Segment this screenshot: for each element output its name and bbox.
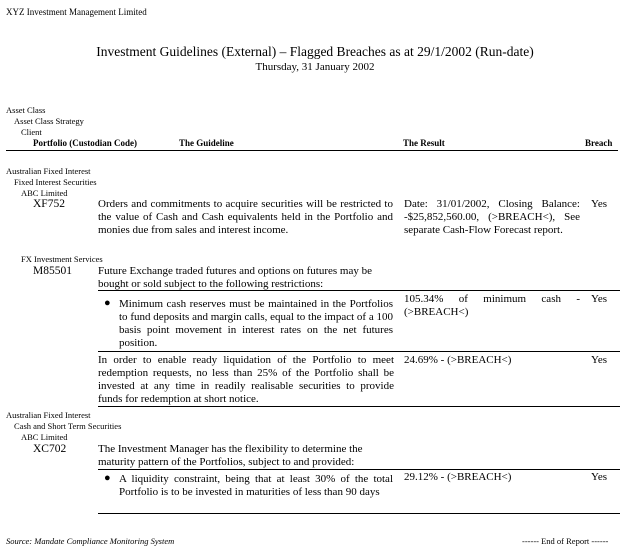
row-divider — [98, 290, 620, 291]
header-asset-class-strategy: Asset Class Strategy — [14, 116, 84, 126]
section2-breach2: Yes — [591, 354, 608, 366]
header-asset-class: Asset Class — [6, 105, 46, 115]
section2-result2: 24.69% - (>BREACH<) — [404, 354, 512, 366]
section1-result: Date: 31/01/2002, Closing Balance: -$25,852,560.00, (>BREACH<), See separate Cash-Flow Forecast report. — [404, 198, 580, 236]
header-client: Client — [21, 127, 42, 137]
section1-strategy: Fixed Interest Securities — [14, 177, 97, 187]
header-breach: Breach — [585, 138, 613, 148]
section3-portfolio-code: XC702 — [33, 443, 67, 455]
report-date: Thursday, 31 January 2002 — [255, 61, 375, 73]
header-rule — [6, 150, 618, 151]
section2-strategy: FX Investment Services — [21, 254, 103, 264]
bullet-icon: ● — [104, 297, 111, 309]
bullet-icon: ● — [104, 472, 111, 484]
section3-bullet-result: 29.12% - (>BREACH<) — [404, 471, 512, 483]
section2-bullet-text: Minimum cash reserves must be maintained in the Portfolios to fund deposits and margin calls, equal to the impact of a 100 basis point movement in interest rates on the net futures position. — [119, 298, 393, 349]
section1-breach: Yes — [591, 198, 608, 210]
row-divider — [98, 513, 620, 514]
section2-guideline2: In order to enable ready liquidation of the Portfolio to meet redemption requests, no less than 25% of the Portfolio shall be invested at any time in readily realisable securities to provide funds for redemption at short notice. — [98, 354, 394, 405]
header-portfolio: Portfolio (Custodian Code) — [33, 138, 137, 148]
footer-source: Source: Mandate Compliance Monitoring System — [6, 536, 175, 546]
report-title: Investment Guidelines (External) – Flagged Breaches as at 29/1/2002 (Run-date) — [96, 44, 534, 59]
header-guideline: The Guideline — [179, 138, 234, 148]
section3-bullet-text: A liquidity constraint, being that at least 30% of the total Portfolio is to be invested in maturities of less than 90 days — [119, 473, 393, 498]
row-divider — [98, 351, 620, 352]
section2-guideline-intro: Future Exchange traded futures and options on futures may be bought or sold subject to the following restrictions: — [98, 265, 373, 290]
footer-end-of-report: ------ End of Report ------ — [522, 536, 609, 546]
section1-asset-class: Australian Fixed Interest — [6, 166, 91, 176]
row-divider — [98, 406, 620, 407]
section3-strategy: Cash and Short Term Securities — [14, 421, 122, 431]
section1-client: ABC Limited — [21, 188, 68, 198]
section2-portfolio-code: M85501 — [33, 265, 72, 277]
section3-client: ABC Limited — [21, 432, 68, 442]
section3-bullet-breach: Yes — [591, 471, 608, 483]
section3-guideline-intro: The Investment Manager has the flexibility to determine the maturity pattern of the Portfolios, subject to and provided: — [98, 443, 363, 468]
company-name: XYZ Investment Management Limited — [6, 7, 147, 17]
section2-bullet-result: 105.34% of minimum cash - (>BREACH<) — [404, 293, 580, 318]
section1-portfolio-code: XF752 — [33, 198, 65, 210]
row-divider — [98, 469, 620, 470]
section2-bullet-breach: Yes — [591, 293, 608, 305]
section1-guideline: Orders and commitments to acquire securities will be restricted to the value of Cash and Cash equivalents held in the Portfolio and monies due from sales and interest income. — [98, 198, 393, 236]
section3-asset-class: Australian Fixed Interest — [6, 410, 91, 420]
header-result: The Result — [403, 138, 445, 148]
